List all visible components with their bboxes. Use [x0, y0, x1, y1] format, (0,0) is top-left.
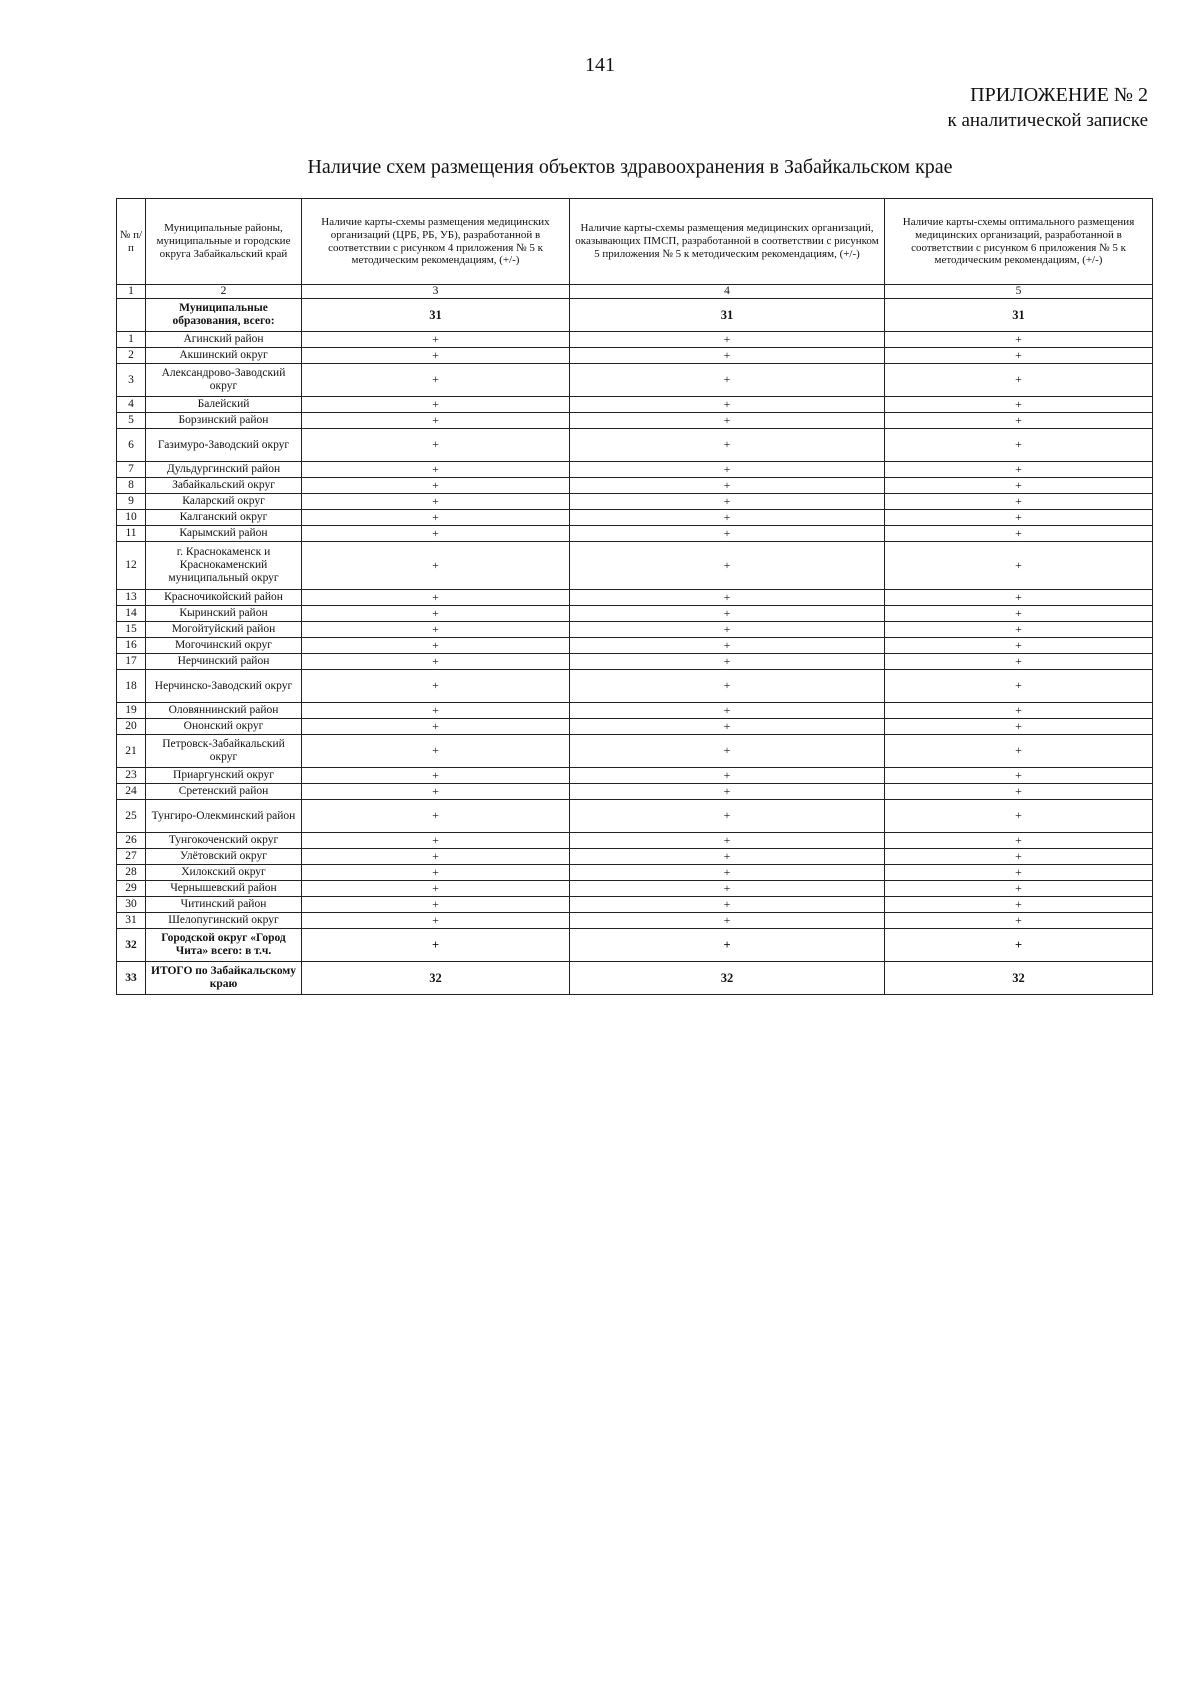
row-municipality: Тунгокоченский округ: [146, 833, 302, 849]
row-municipality: Тунгиро-Олекминский район: [146, 800, 302, 833]
row-municipality: Газимуро-Заводский округ: [146, 429, 302, 462]
row-number: 17: [117, 654, 146, 670]
row-value-optimal: +: [885, 478, 1153, 494]
row-value-optimal: +: [885, 348, 1153, 364]
table-row: [117, 849, 1153, 865]
row-municipality: Городской округ «Город Чита» всего: в т.ч.: [146, 929, 302, 962]
row-value-crb: +: [302, 881, 570, 897]
row-number: 33: [117, 962, 146, 995]
row-value-crb: +: [302, 478, 570, 494]
column-number: 2: [146, 285, 302, 299]
row-value-pmsp: +: [570, 768, 885, 784]
row-value-crb: +: [302, 494, 570, 510]
row-value-crb: +: [302, 622, 570, 638]
row-number: 10: [117, 510, 146, 526]
row-value-crb: +: [302, 348, 570, 364]
row-value-pmsp: +: [570, 897, 885, 913]
row-municipality: Борзинский район: [146, 413, 302, 429]
appendix-title: ПРИЛОЖЕНИЕ № 2: [970, 84, 1148, 106]
row-value-crb: +: [302, 429, 570, 462]
row-value-optimal: +: [885, 638, 1153, 654]
row-municipality: Каларский округ: [146, 494, 302, 510]
row-value-crb: +: [302, 833, 570, 849]
row-municipality: ИТОГО по Забайкальскому краю: [146, 962, 302, 995]
row-value-crb: +: [302, 542, 570, 590]
table-row: [117, 703, 1153, 719]
row-municipality: г. Краснокаменск и Краснокаменский муниципальный округ: [146, 542, 302, 590]
table-row: [117, 670, 1153, 703]
row-municipality: Александрово-Заводский округ: [146, 364, 302, 397]
table-row: [117, 397, 1153, 413]
row-number: 8: [117, 478, 146, 494]
row-number: 1: [117, 332, 146, 348]
row-municipality: Приаргунский округ: [146, 768, 302, 784]
column-number: 3: [302, 285, 570, 299]
schemes-table: [116, 198, 1153, 995]
document-title: Наличие схем размещения объектов здравоохранения в Забайкальском крае: [307, 156, 953, 178]
header-scheme-crb: Наличие карты-схемы размещения медицинских организаций (ЦРБ, РБ, УБ), разработанной в соответствии с рисунком 4 приложения № 5 к методическим рекомендациям, (+/-): [302, 199, 570, 285]
table-row: [117, 962, 1153, 995]
row-municipality: Красночикойский район: [146, 590, 302, 606]
row-value-crb: +: [302, 849, 570, 865]
row-value-optimal: +: [885, 735, 1153, 768]
row-value-pmsp: +: [570, 670, 885, 703]
row-value-crb: +: [302, 703, 570, 719]
row-value-crb: +: [302, 800, 570, 833]
table-row: [117, 542, 1153, 590]
table-row: [117, 364, 1153, 397]
table-row: [117, 929, 1153, 962]
row-municipality: Шелопугинский округ: [146, 913, 302, 929]
row-value-optimal: +: [885, 654, 1153, 670]
row-number: 6: [117, 429, 146, 462]
row-value-optimal: 32: [885, 962, 1153, 995]
row-number: 16: [117, 638, 146, 654]
table-row: [117, 299, 1153, 332]
row-value-optimal: +: [885, 865, 1153, 881]
row-number: 12: [117, 542, 146, 590]
row-municipality: Чернышевский район: [146, 881, 302, 897]
row-municipality: Нерчинский район: [146, 654, 302, 670]
row-number: 3: [117, 364, 146, 397]
row-municipality: Оловяннинский район: [146, 703, 302, 719]
row-value-pmsp: +: [570, 429, 885, 462]
column-number-row: [117, 285, 1153, 299]
table-row: [117, 348, 1153, 364]
table-row: [117, 865, 1153, 881]
row-value-optimal: +: [885, 429, 1153, 462]
row-value-crb: 32: [302, 962, 570, 995]
row-value-pmsp: +: [570, 526, 885, 542]
table-row: [117, 881, 1153, 897]
row-number: 13: [117, 590, 146, 606]
row-value-crb: +: [302, 638, 570, 654]
row-value-pmsp: +: [570, 332, 885, 348]
row-number: 26: [117, 833, 146, 849]
row-number: 25: [117, 800, 146, 833]
column-number: 5: [885, 285, 1153, 299]
row-value-crb: +: [302, 897, 570, 913]
row-municipality: Могочинский округ: [146, 638, 302, 654]
table-row: [117, 719, 1153, 735]
row-municipality: Забайкальский округ: [146, 478, 302, 494]
table-row: [117, 800, 1153, 833]
row-value-pmsp: +: [570, 703, 885, 719]
row-value-optimal: +: [885, 332, 1153, 348]
row-value-optimal: +: [885, 719, 1153, 735]
row-value-optimal: +: [885, 397, 1153, 413]
row-value-optimal: +: [885, 800, 1153, 833]
row-value-optimal: 31: [885, 299, 1153, 332]
row-value-pmsp: +: [570, 735, 885, 768]
row-value-pmsp: +: [570, 849, 885, 865]
row-municipality: Кыринский район: [146, 606, 302, 622]
row-number: 15: [117, 622, 146, 638]
row-municipality: Ононский округ: [146, 719, 302, 735]
column-number: 4: [570, 285, 885, 299]
row-number: 9: [117, 494, 146, 510]
row-number: 2: [117, 348, 146, 364]
row-value-pmsp: +: [570, 800, 885, 833]
row-value-pmsp: +: [570, 719, 885, 735]
table-row: [117, 768, 1153, 784]
row-value-optimal: +: [885, 542, 1153, 590]
row-value-crb: +: [302, 654, 570, 670]
row-value-optimal: +: [885, 881, 1153, 897]
table-row: [117, 590, 1153, 606]
row-value-crb: +: [302, 735, 570, 768]
table-row: [117, 833, 1153, 849]
row-value-pmsp: +: [570, 462, 885, 478]
row-value-pmsp: +: [570, 784, 885, 800]
row-value-optimal: +: [885, 494, 1153, 510]
row-number: 23: [117, 768, 146, 784]
row-value-crb: +: [302, 719, 570, 735]
row-value-crb: +: [302, 913, 570, 929]
row-number: 24: [117, 784, 146, 800]
row-number: 31: [117, 913, 146, 929]
row-value-crb: +: [302, 413, 570, 429]
header-number: № п/п: [117, 199, 146, 285]
table-row: [117, 526, 1153, 542]
row-value-pmsp: +: [570, 413, 885, 429]
row-value-optimal: +: [885, 606, 1153, 622]
row-value-optimal: +: [885, 462, 1153, 478]
row-number: [117, 299, 146, 332]
row-value-crb: +: [302, 865, 570, 881]
table-row: [117, 784, 1153, 800]
row-value-crb: +: [302, 526, 570, 542]
row-value-optimal: +: [885, 670, 1153, 703]
row-municipality: Акшинский округ: [146, 348, 302, 364]
table-row: [117, 462, 1153, 478]
row-value-pmsp: +: [570, 638, 885, 654]
row-value-crb: +: [302, 768, 570, 784]
row-value-pmsp: +: [570, 929, 885, 962]
row-value-optimal: +: [885, 526, 1153, 542]
row-value-pmsp: +: [570, 542, 885, 590]
row-value-crb: +: [302, 332, 570, 348]
row-value-optimal: +: [885, 849, 1153, 865]
row-number: 18: [117, 670, 146, 703]
row-value-pmsp: +: [570, 494, 885, 510]
table-row: [117, 413, 1153, 429]
table-row: [117, 913, 1153, 929]
header-scheme-optimal: Наличие карты-схемы оптимального размещения медицинских организаций, разработанной в соответствии с рисунком 6 приложения № 5 к методическим рекомендациям, (+/-): [885, 199, 1153, 285]
row-number: 11: [117, 526, 146, 542]
table-row: [117, 478, 1153, 494]
table-row: [117, 332, 1153, 348]
row-municipality: Муниципальные образования, всего:: [146, 299, 302, 332]
row-value-optimal: +: [885, 897, 1153, 913]
row-value-pmsp: +: [570, 654, 885, 670]
row-value-optimal: +: [885, 833, 1153, 849]
row-value-pmsp: +: [570, 397, 885, 413]
row-municipality: Балейский: [146, 397, 302, 413]
table-row: [117, 897, 1153, 913]
row-value-pmsp: +: [570, 913, 885, 929]
table-row: [117, 735, 1153, 768]
table-row: [117, 606, 1153, 622]
row-value-crb: +: [302, 590, 570, 606]
row-number: 4: [117, 397, 146, 413]
row-value-optimal: +: [885, 413, 1153, 429]
table-row: [117, 654, 1153, 670]
row-value-pmsp: 32: [570, 962, 885, 995]
row-number: 14: [117, 606, 146, 622]
row-municipality: Могойтуйский район: [146, 622, 302, 638]
row-value-optimal: +: [885, 703, 1153, 719]
row-number: 28: [117, 865, 146, 881]
row-value-pmsp: +: [570, 364, 885, 397]
table-row: [117, 638, 1153, 654]
row-number: 20: [117, 719, 146, 735]
table-row: [117, 510, 1153, 526]
row-value-optimal: +: [885, 364, 1153, 397]
row-value-pmsp: +: [570, 622, 885, 638]
row-municipality: Улётовский округ: [146, 849, 302, 865]
row-value-pmsp: 31: [570, 299, 885, 332]
row-municipality: Хилокский округ: [146, 865, 302, 881]
row-municipality: Петровск-Забайкальский округ: [146, 735, 302, 768]
row-value-crb: +: [302, 670, 570, 703]
row-value-crb: +: [302, 784, 570, 800]
row-number: 30: [117, 897, 146, 913]
row-value-crb: +: [302, 364, 570, 397]
row-value-crb: +: [302, 606, 570, 622]
row-number: 29: [117, 881, 146, 897]
table-row: [117, 429, 1153, 462]
row-municipality: Нерчинско-Заводский округ: [146, 670, 302, 703]
row-value-optimal: +: [885, 784, 1153, 800]
table-row: [117, 494, 1153, 510]
row-value-pmsp: +: [570, 865, 885, 881]
table-row: [117, 622, 1153, 638]
row-value-pmsp: +: [570, 606, 885, 622]
row-number: 32: [117, 929, 146, 962]
row-municipality: Сретенский район: [146, 784, 302, 800]
column-number: 1: [117, 285, 146, 299]
row-municipality: Калганский округ: [146, 510, 302, 526]
row-value-crb: 31: [302, 299, 570, 332]
row-value-crb: +: [302, 397, 570, 413]
row-municipality: Карымский район: [146, 526, 302, 542]
row-value-optimal: +: [885, 929, 1153, 962]
page-number: 141: [585, 54, 615, 76]
row-value-pmsp: +: [570, 833, 885, 849]
row-value-optimal: +: [885, 510, 1153, 526]
row-value-pmsp: +: [570, 348, 885, 364]
row-value-crb: +: [302, 929, 570, 962]
row-value-crb: +: [302, 510, 570, 526]
row-value-optimal: +: [885, 768, 1153, 784]
row-municipality: Агинский район: [146, 332, 302, 348]
row-value-optimal: +: [885, 590, 1153, 606]
table-body: [117, 299, 1153, 995]
row-number: 19: [117, 703, 146, 719]
appendix-subtitle: к аналитической записке: [947, 110, 1148, 131]
row-municipality: Дульдургинский район: [146, 462, 302, 478]
row-number: 7: [117, 462, 146, 478]
row-value-optimal: +: [885, 622, 1153, 638]
row-municipality: Читинский район: [146, 897, 302, 913]
row-value-pmsp: +: [570, 881, 885, 897]
row-value-pmsp: +: [570, 510, 885, 526]
row-value-pmsp: +: [570, 478, 885, 494]
table-header-row: [117, 199, 1153, 285]
row-value-pmsp: +: [570, 590, 885, 606]
row-number: 5: [117, 413, 146, 429]
header-scheme-pmsp: Наличие карты-схемы размещения медицинских организаций, оказывающих ПМСП, разработанной в соответствии с рисунком 5 приложения № 5 к методическим рекомендациям, (+/-): [570, 199, 885, 285]
row-number: 27: [117, 849, 146, 865]
row-number: 21: [117, 735, 146, 768]
header-municipality: Муниципальные районы, муниципальные и городские округа Забайкальский край: [146, 199, 302, 285]
row-value-crb: +: [302, 462, 570, 478]
row-value-optimal: +: [885, 913, 1153, 929]
